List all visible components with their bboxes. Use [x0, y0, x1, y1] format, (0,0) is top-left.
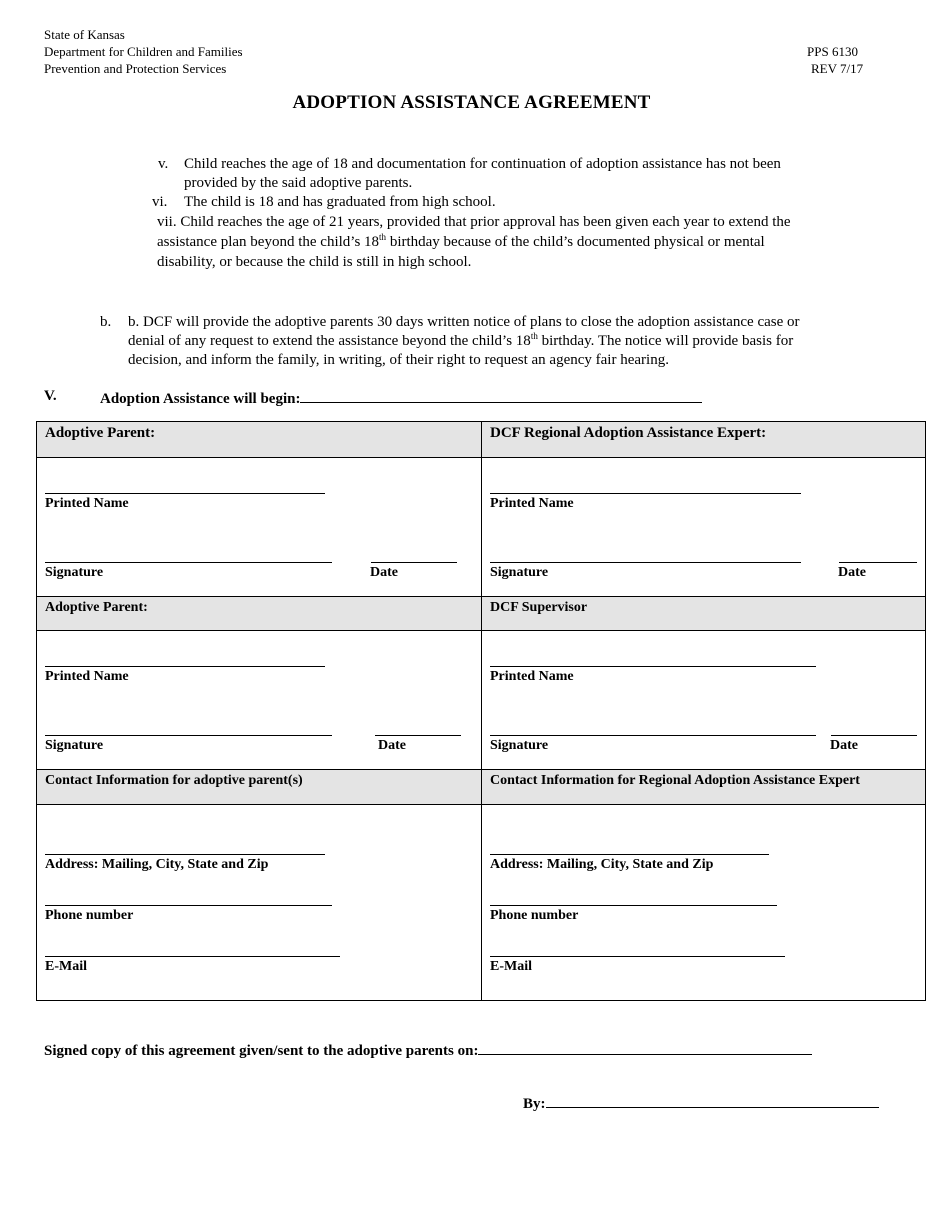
begin-date-field[interactable]	[300, 387, 702, 403]
begin-date-label: Adoption Assistance will begin:	[100, 391, 301, 407]
parent-address-field[interactable]	[45, 854, 325, 855]
adoptive-parent-2-signature-block	[37, 631, 482, 770]
expert-contact-header: Contact Information for Regional Adoption Assistance Expert	[482, 770, 926, 805]
phone-label: Phone number	[45, 908, 134, 923]
address-label: Address: Mailing, City, State and Zip	[490, 857, 714, 872]
parent-phone-field[interactable]	[45, 905, 332, 906]
item-vii-text-1: vii. Child reaches the age of 21 years, provided that prior approval has been given each year to extend the	[157, 214, 791, 230]
phone-label: Phone number	[490, 908, 579, 923]
item-vi-text: The child is 18 and has graduated from high school.	[184, 194, 496, 210]
adoptive-parent-2-header: Adoptive Parent:	[37, 597, 482, 631]
dcf-supervisor-header: DCF Supervisor	[482, 597, 926, 631]
section-v-line	[100, 387, 702, 410]
form-revision: REV 7/17	[811, 61, 864, 76]
section-b-text-3: decision, and inform the family, in writing, of their right to request an agency fair hearing.	[128, 352, 669, 368]
supervisor-printed-name-field[interactable]	[490, 666, 816, 667]
signature-label: Signature	[490, 738, 549, 753]
header-department: Department for Children and Families	[44, 44, 243, 59]
expert-email-field[interactable]	[490, 956, 785, 957]
adoptive-parent-1-signature-block	[37, 458, 482, 597]
item-v-number: v.	[158, 156, 169, 172]
date-label: Date	[378, 738, 406, 753]
header-division: Prevention and Protection Services	[44, 61, 227, 76]
expert-address-field[interactable]	[490, 854, 769, 855]
item-vii-text-3: disability, or because the child is still in high school.	[157, 254, 472, 270]
item-vi-number: vi.	[152, 194, 168, 210]
dcf-supervisor-signature-block	[482, 631, 926, 770]
adoptive-parent-1-header: Adoptive Parent:	[37, 422, 482, 458]
parent-contact-header: Contact Information for adoptive parent(s)	[37, 770, 482, 805]
section-v-number: V.	[44, 388, 57, 404]
printed-name-label: Printed Name	[45, 496, 129, 511]
parent-email-field[interactable]	[45, 956, 340, 957]
parent1-printed-name-field[interactable]	[45, 493, 325, 494]
printed-name-label: Printed Name	[490, 496, 574, 511]
by-label: By:	[523, 1096, 546, 1112]
item-v-text-2: provided by the said adoptive parents.	[184, 175, 413, 191]
date-label: Date	[830, 738, 858, 753]
parent1-date-field[interactable]	[371, 562, 457, 563]
by-field[interactable]	[546, 1092, 879, 1108]
by-line	[523, 1092, 879, 1115]
expert-date-field[interactable]	[839, 562, 917, 563]
form-number: PPS 6130	[807, 44, 858, 59]
signed-copy-line	[44, 1039, 812, 1062]
printed-name-label: Printed Name	[45, 669, 129, 684]
regional-expert-signature-block	[482, 458, 926, 597]
item-v-text-1: Child reaches the age of 18 and documentation for continuation of adoption assistance has not been	[184, 156, 781, 172]
parent2-printed-name-field[interactable]	[45, 666, 325, 667]
address-label: Address: Mailing, City, State and Zip	[45, 857, 269, 872]
email-label: E-Mail	[45, 959, 87, 974]
parent2-date-field[interactable]	[375, 735, 461, 736]
parent-contact-block	[37, 805, 482, 1001]
signature-label: Signature	[45, 738, 104, 753]
signature-label: Signature	[490, 565, 549, 580]
expert-contact-block	[482, 805, 926, 1001]
supervisor-date-field[interactable]	[831, 735, 917, 736]
header-state: State of Kansas	[44, 27, 125, 42]
parent1-signature-field[interactable]	[45, 562, 332, 563]
section-b-text-2: denial of any request to extend the assistance beyond the child’s 18th birthday. The notice will provide basis for	[128, 331, 794, 349]
page-title: ADOPTION ASSISTANCE AGREEMENT	[292, 92, 651, 113]
expert-signature-field[interactable]	[490, 562, 801, 563]
item-vii-text-2: assistance plan beyond the child’s 18th birthday because of the child’s documented physical or mental	[157, 232, 765, 250]
expert-printed-name-field[interactable]	[490, 493, 801, 494]
printed-name-label: Printed Name	[490, 669, 574, 684]
regional-expert-header: DCF Regional Adoption Assistance Expert:	[482, 422, 926, 458]
date-label: Date	[838, 565, 866, 580]
email-label: E-Mail	[490, 959, 532, 974]
parent2-signature-field[interactable]	[45, 735, 332, 736]
signature-label: Signature	[45, 565, 104, 580]
date-label: Date	[370, 565, 398, 580]
section-b-text-1: b. DCF will provide the adoptive parents 30 days written notice of plans to close the adoption assistance case or	[128, 314, 800, 330]
signed-copy-label: Signed copy of this agreement given/sent to the adoptive parents on:	[44, 1043, 479, 1059]
signature-table	[36, 421, 926, 1001]
signed-copy-date-field[interactable]	[478, 1039, 812, 1055]
section-b-number: b.	[100, 314, 112, 330]
supervisor-signature-field[interactable]	[490, 735, 816, 736]
expert-phone-field[interactable]	[490, 905, 777, 906]
